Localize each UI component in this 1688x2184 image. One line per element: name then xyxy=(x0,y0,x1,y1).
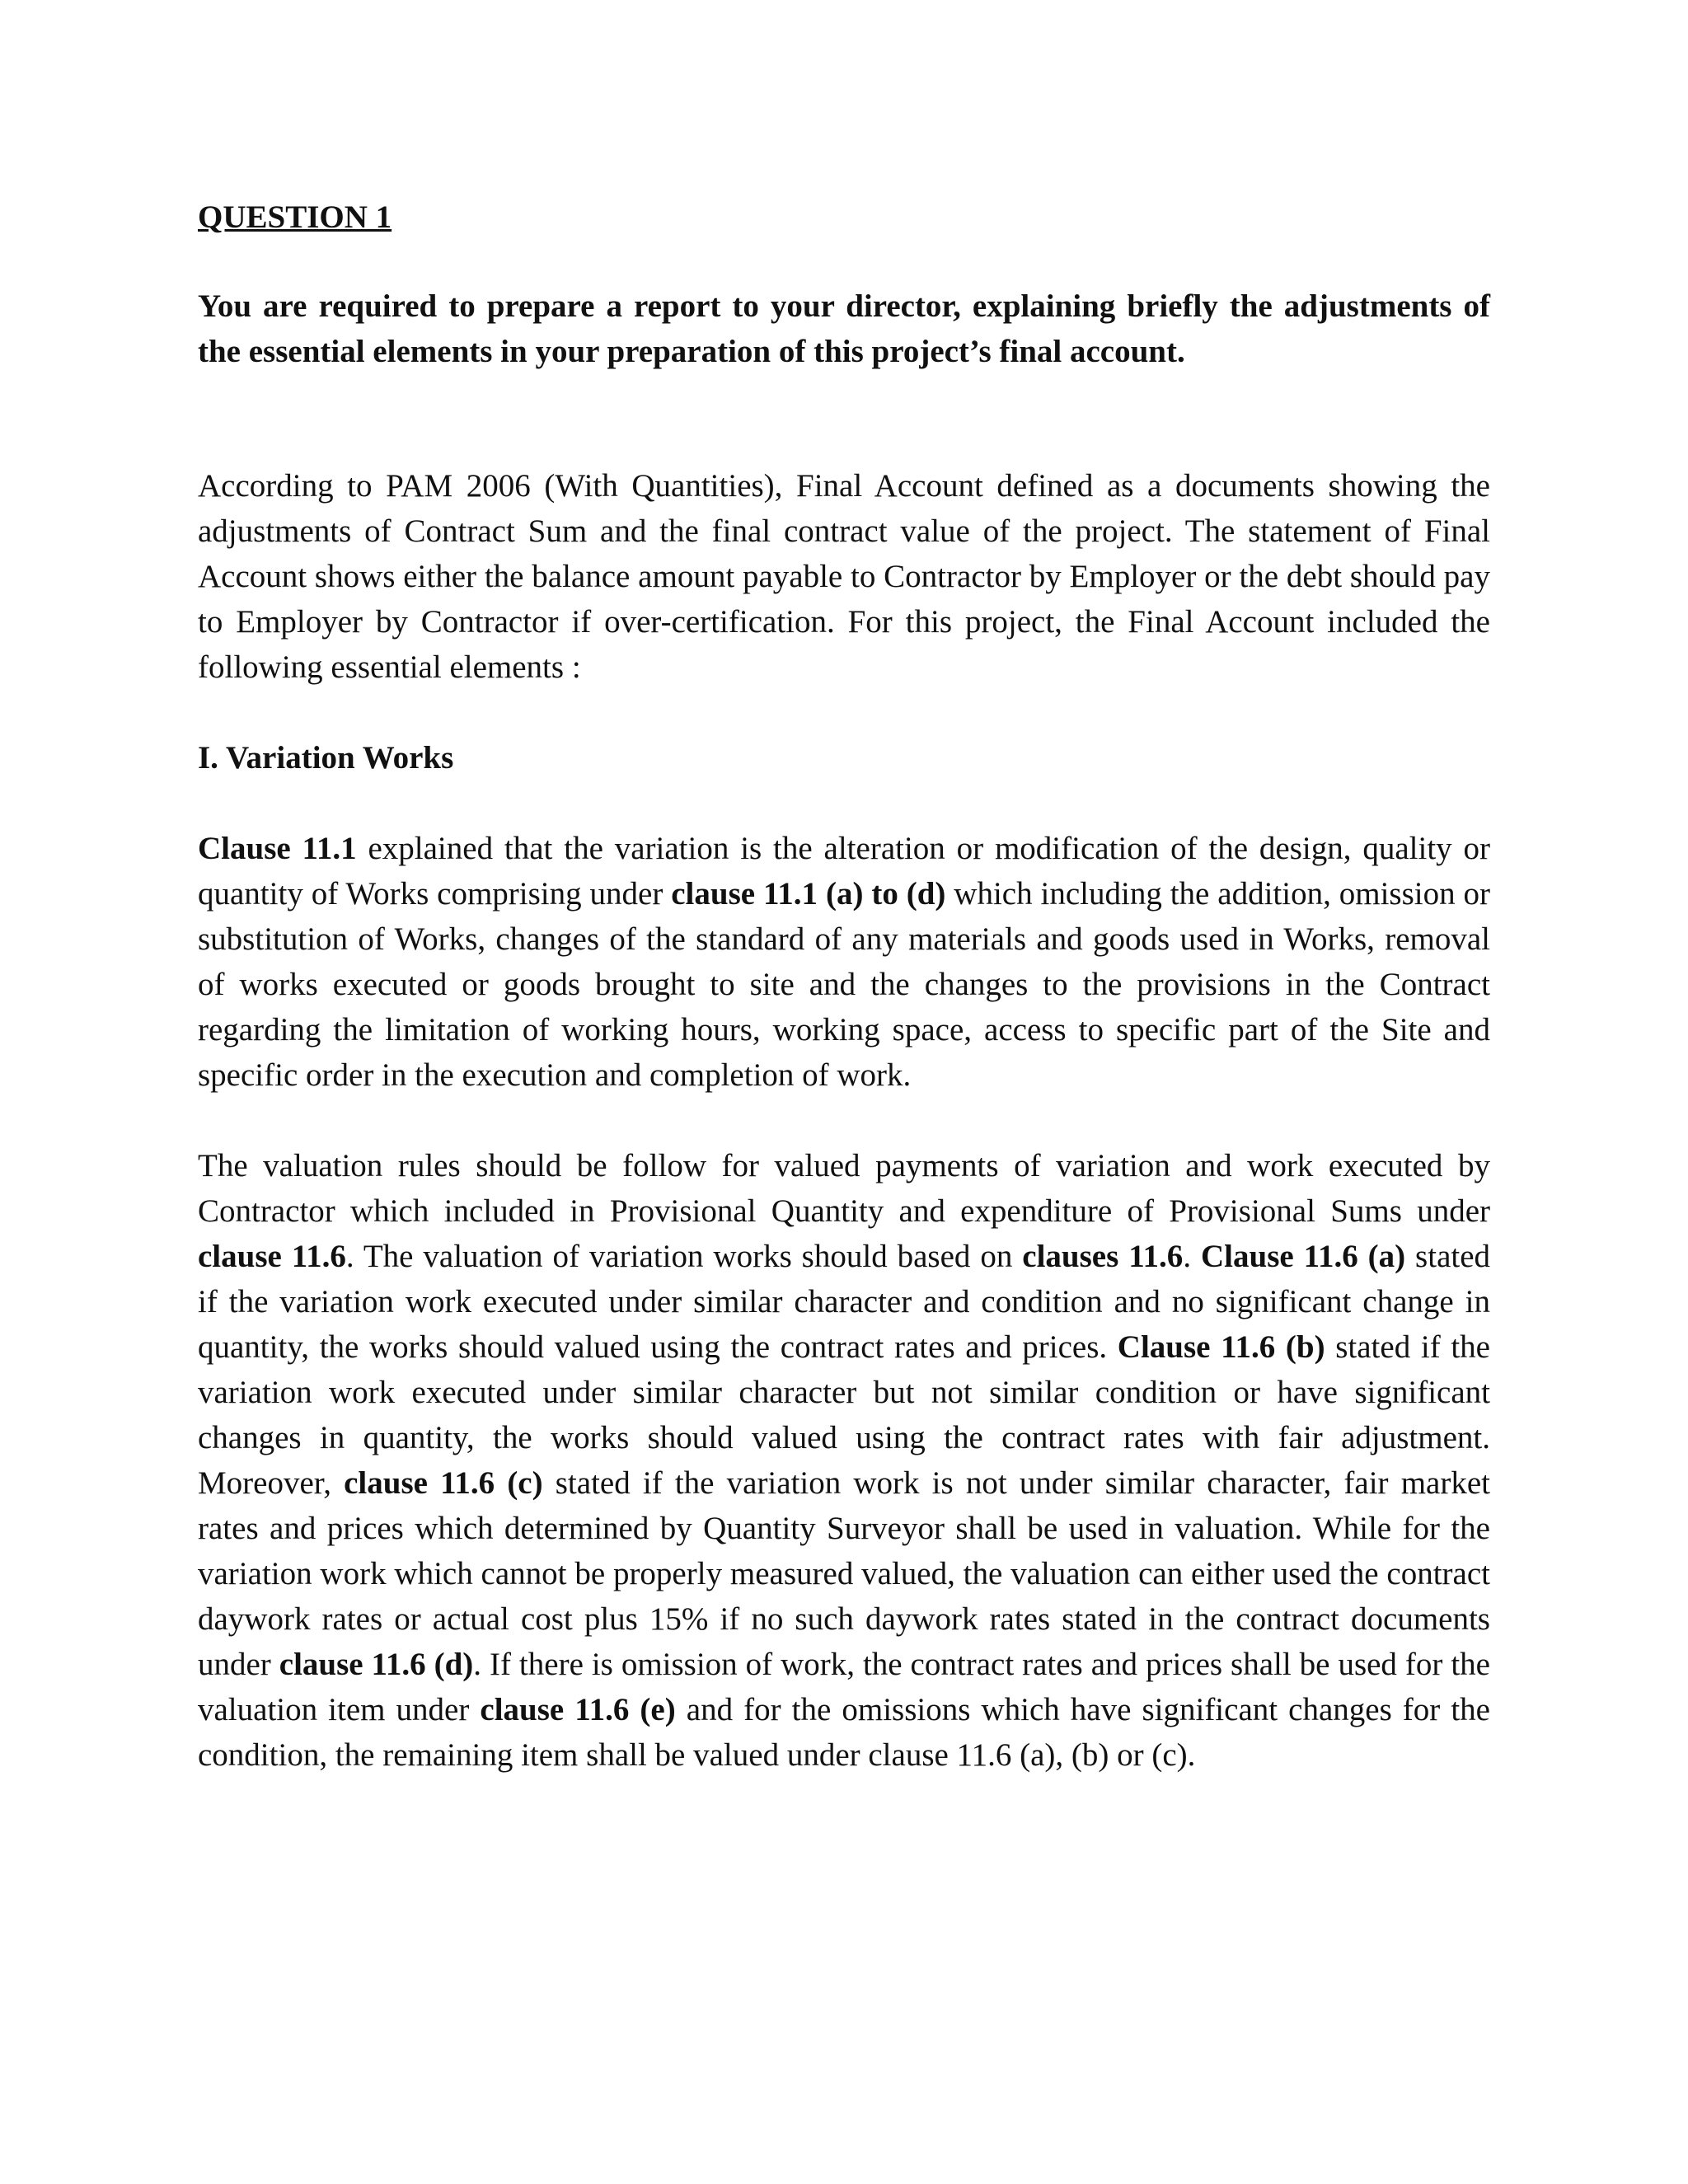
paragraph-text: stated if the variation work executed under similar character and condition and no significant change in quantity, the works should valued using the contract rates and prices. xyxy=(198,1239,1491,1365)
clause-ref: clauses 11.6 xyxy=(1022,1239,1184,1274)
paragraph-text: . xyxy=(1183,1239,1201,1274)
clause-ref: clause 11.6 xyxy=(198,1239,346,1274)
section-heading-variation-works: I. Variation Works xyxy=(198,740,454,776)
paragraph-text: The valuation rules should be follow for valued payments of variation and work executed by Contractor which included in Provisional Quantity and expenditure of Provisional Sums under xyxy=(198,1148,1490,1229)
clause-ref: clause 11.6 (e) xyxy=(480,1692,676,1727)
paragraph-text: stated if the variation work is not under similar character, fair market rates and prices which determined by Quantity Surveyor shall be used in valuation. While for the variation work which cannot be properly measured valued, the valuation can either used the contract daywork rates or actual cost plus 15% if no such daywork rates stated in the contract documents under xyxy=(198,1465,1490,1682)
paragraph-valuation-rules xyxy=(198,1143,1490,1778)
paragraph-clause-11-1 xyxy=(198,826,1490,1098)
question-prompt: You are required to prepare a report to your director, explaining briefly the adjustments of the essential elements in your preparation of this project’s final account. xyxy=(198,288,1490,369)
paragraph-text: which including the addition, omission or substitution of Works, changes of the standard of any materials and goods used in Works, removal of works executed or goods brought to site and the changes to the provisions in the Contract regarding the limitation of working hours, working space, access to specific part of the Site and specific order in the execution and completion of work. xyxy=(198,876,1490,1093)
clause-ref: clause 11.1 (a) to (d) xyxy=(671,876,946,912)
paragraph-text: . If there is omission of work, the contract rates and prices shall be used for the valuation item under xyxy=(198,1647,1490,1727)
clause-ref: Clause 11.6 (a) xyxy=(1201,1239,1406,1274)
clause-ref: clause 11.6 (c) xyxy=(344,1465,543,1501)
paragraph-text: explained that the variation is the alteration or modification of the design, quality or quantity of Works comprising under xyxy=(198,831,1490,912)
document-page xyxy=(198,194,1490,1778)
paragraph-text: . The valuation of variation works should based on xyxy=(345,1239,1023,1274)
intro-paragraph: According to PAM 2006 (With Quantities), Final Account defined as a documents showing the adjustments of Contract Sum and the final contract value of the project. The statement of Final Account shows either the balance amount payable to Contractor by Employer or the debt should pay to Employer by Contractor if over-certification. For this project, the Final Account included the following essential elements : xyxy=(198,468,1490,685)
question-title: QUESTION 1 xyxy=(198,199,392,235)
paragraph-text: stated if the variation work executed under similar character but not similar condition or have significant changes in quantity, the works should valued using the contract rates with fair adjustment. Moreover, xyxy=(198,1329,1490,1501)
clause-ref: Clause 11.1 xyxy=(198,831,357,866)
paragraph-text: and for the omissions which have significant changes for the condition, the remaining item shall be valued under clause 11.6 (a), (b) or (c). xyxy=(198,1692,1490,1773)
clause-ref: Clause 11.6 (b) xyxy=(1117,1329,1325,1365)
clause-ref: clause 11.6 (d) xyxy=(279,1647,474,1682)
